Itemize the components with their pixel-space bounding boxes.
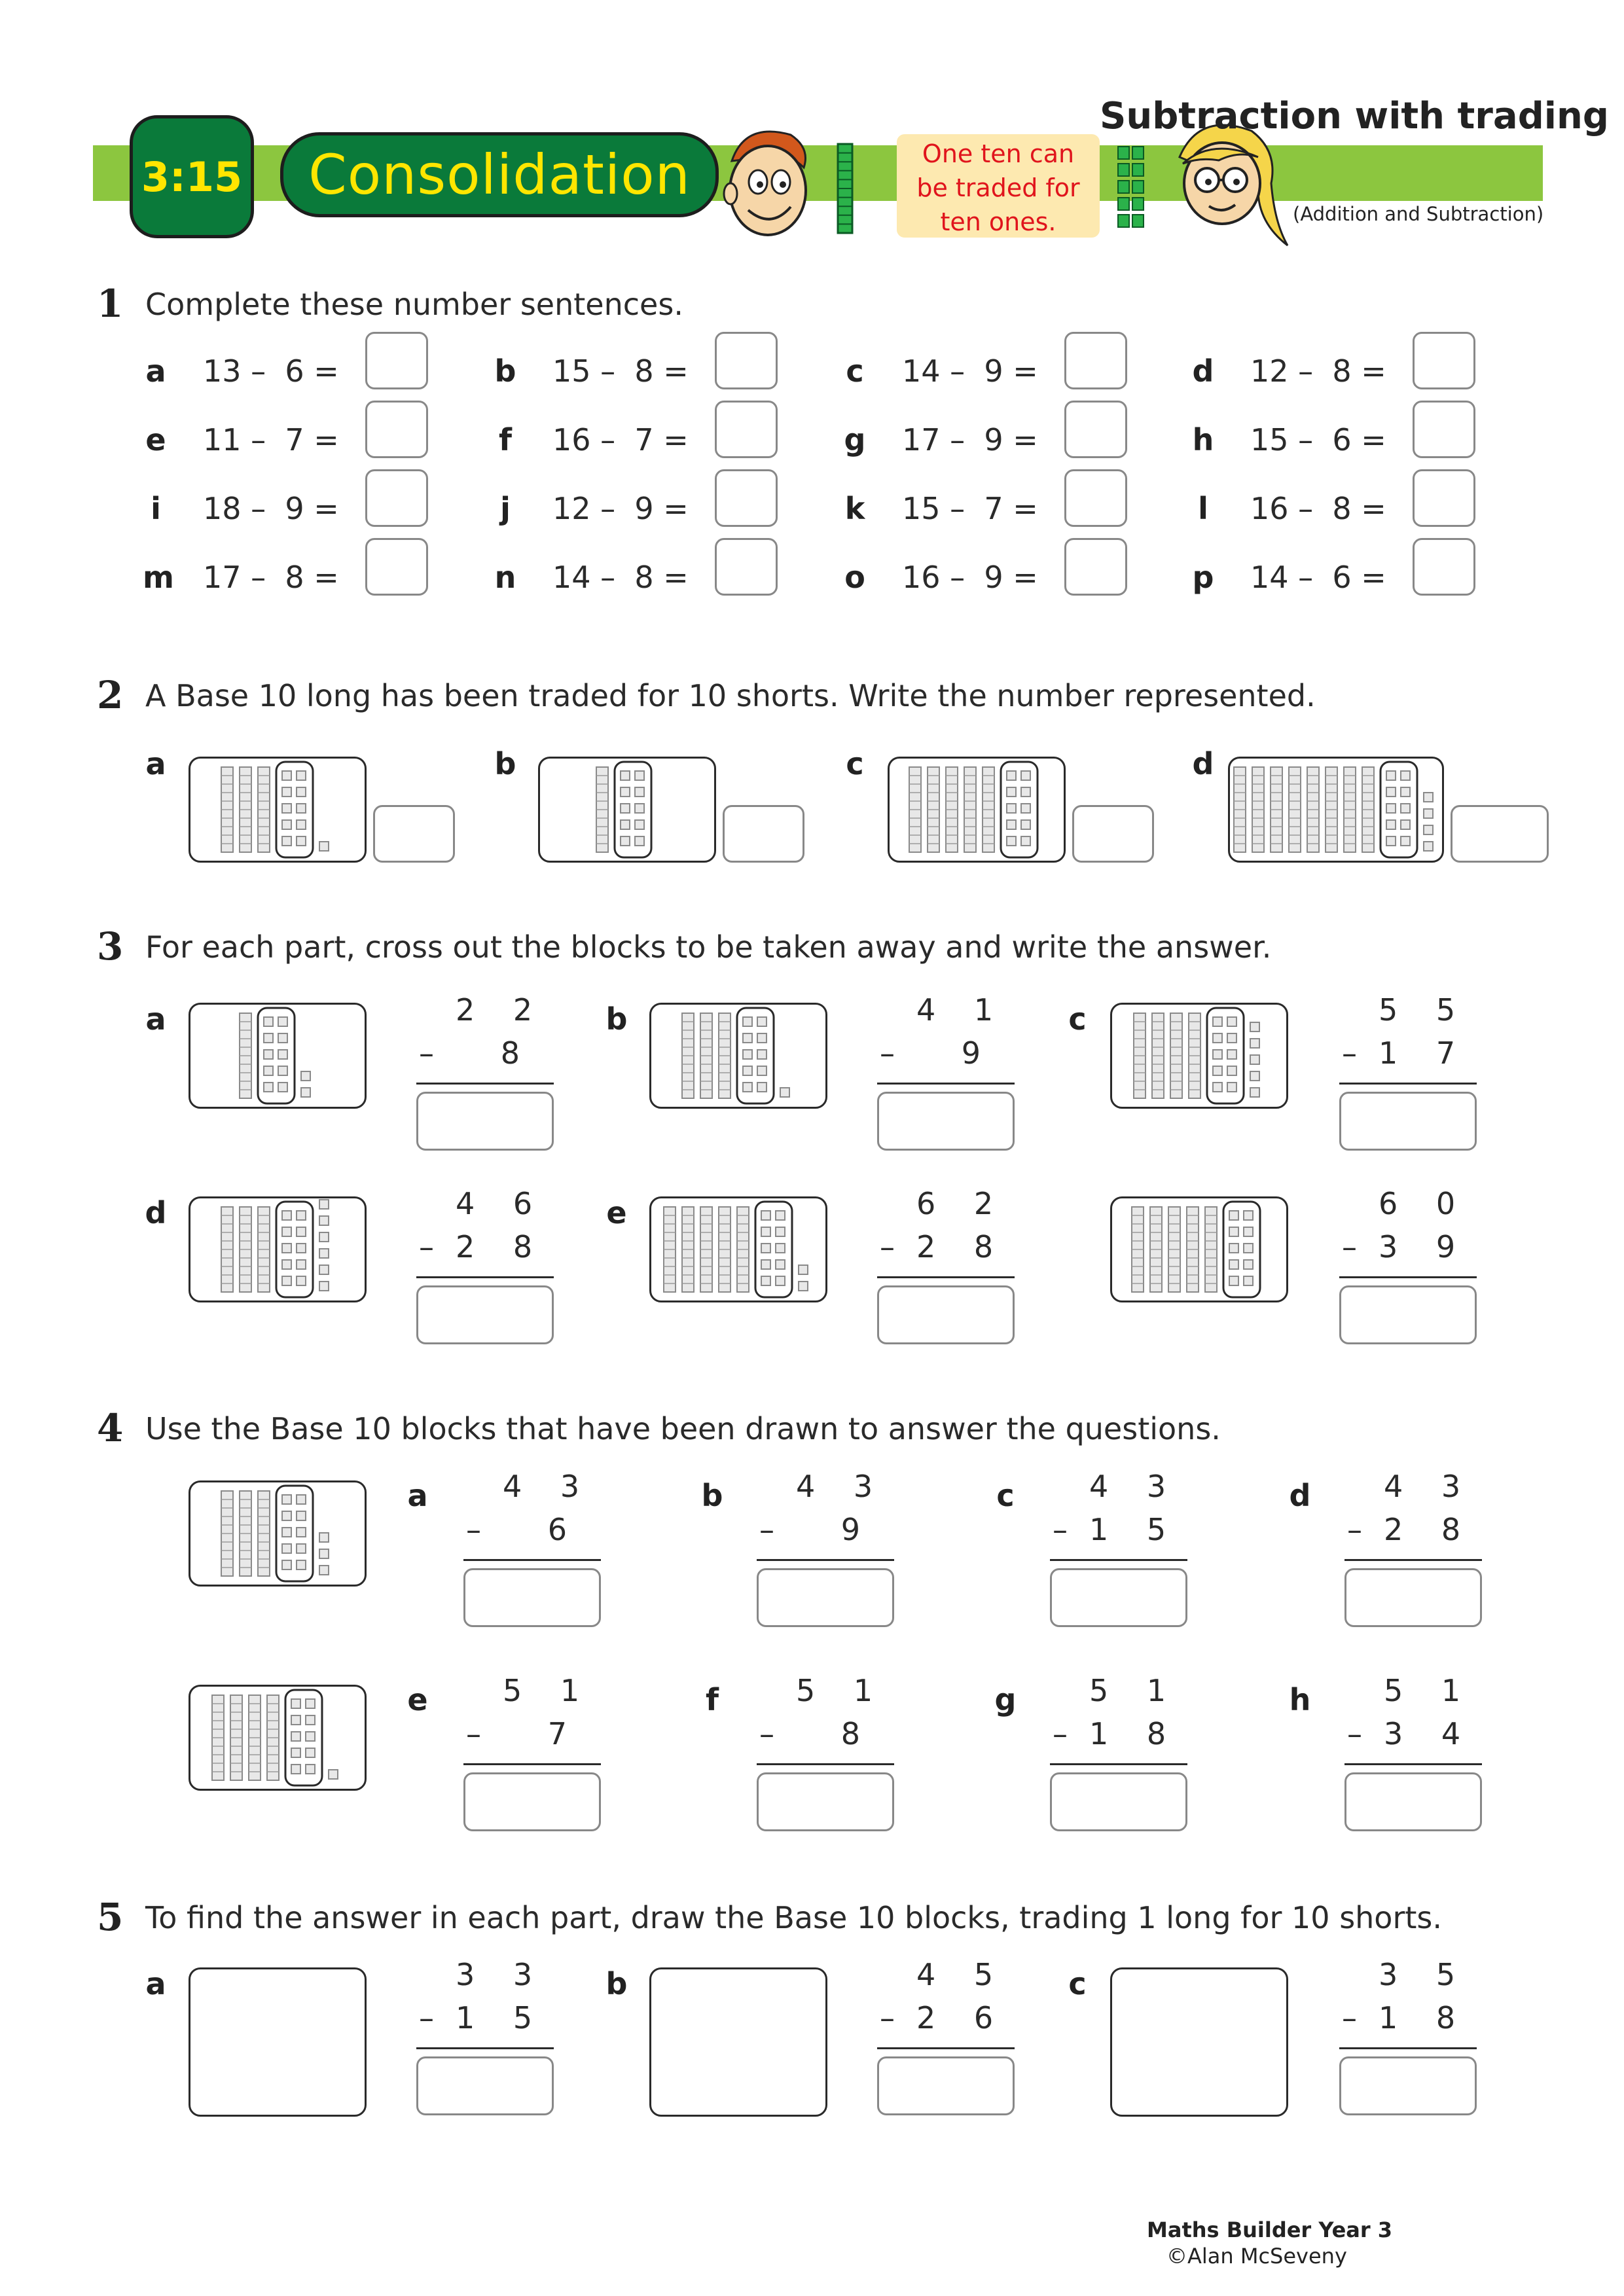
base10-one — [319, 1549, 329, 1558]
answer-box[interactable] — [757, 1772, 894, 1831]
number-sentence: 16 – 7 = — [552, 422, 689, 457]
question-number: 4 — [97, 1406, 124, 1450]
topic-heading: Subtraction with trading — [1100, 95, 1609, 137]
base10-long — [1205, 1207, 1217, 1292]
drawing-area[interactable] — [189, 1967, 367, 2117]
sum-top-number: 4 3 — [503, 1469, 594, 1504]
base10-blocks-frame — [189, 1480, 367, 1587]
traded-shorts-group — [1207, 1008, 1244, 1103]
base10-long — [1307, 767, 1319, 852]
base10-one — [319, 1232, 329, 1242]
base10-one — [1424, 825, 1433, 834]
sum-bottom-number: 2 6 — [916, 2000, 1008, 2036]
part-label: e — [606, 1195, 627, 1230]
answer-box[interactable] — [1064, 401, 1127, 458]
base10-blocks-drawing — [888, 757, 1066, 863]
base10-long — [1168, 1207, 1180, 1292]
minus-sign: – — [1342, 1035, 1357, 1071]
base10-long — [1326, 767, 1337, 852]
part-label: n — [494, 560, 516, 595]
sum-top-number: 6 2 — [916, 1186, 1008, 1221]
sum-line — [877, 2047, 1015, 2049]
boy-cartoon-icon — [719, 122, 817, 246]
answer-box[interactable] — [1064, 538, 1127, 596]
number-sentence: 15 – 6 = — [1250, 422, 1386, 457]
author-credit: ©Alan McSeveny — [1166, 2244, 1347, 2269]
base10-long — [946, 767, 958, 852]
sum-top-number: 5 1 — [796, 1673, 888, 1708]
part-label: a — [145, 1966, 166, 2001]
base10-long — [230, 1695, 242, 1780]
sum-line — [1339, 2047, 1477, 2049]
part-label: l — [1198, 491, 1208, 526]
base10-long — [240, 1207, 251, 1292]
answer-box[interactable] — [1339, 1092, 1477, 1151]
traded-shorts-group — [276, 1486, 313, 1581]
part-label: e — [145, 422, 166, 457]
number-sentence: 13 – 6 = — [203, 353, 339, 389]
base10-long — [909, 767, 921, 852]
note-line: ten ones. — [940, 207, 1056, 236]
sum-line — [877, 1083, 1015, 1085]
number-sentence: 17 – 9 = — [902, 422, 1038, 457]
base10-long-icon — [837, 143, 854, 234]
base10-blocks-drawing — [189, 1196, 367, 1302]
answer-box[interactable] — [365, 332, 428, 389]
base10-one — [319, 842, 329, 851]
answer-box[interactable] — [1339, 2056, 1477, 2115]
base10-long — [1252, 767, 1264, 852]
minus-sign: – — [1347, 1716, 1362, 1751]
base10-long — [682, 1013, 694, 1098]
answer-box[interactable] — [757, 1568, 894, 1627]
answer-box[interactable] — [723, 805, 804, 863]
note-line: be traded for — [916, 173, 1080, 202]
part-label: b — [605, 1001, 628, 1037]
part-label: d — [1289, 1478, 1311, 1513]
base10-blocks-frame — [189, 1003, 367, 1109]
part-label: b — [605, 1966, 628, 2001]
question-instruction: For each part, cross out the blocks to be taken away and write the answer. — [145, 929, 1272, 965]
base10-long — [1344, 767, 1356, 852]
answer-box[interactable] — [1050, 1568, 1187, 1627]
number-sentence: 14 – 9 = — [902, 353, 1038, 389]
sum-top-number: 4 6 — [456, 1186, 547, 1221]
sum-line — [877, 1276, 1015, 1278]
base10-long — [1234, 767, 1246, 852]
number-sentence: 11 – 7 = — [203, 422, 339, 457]
part-label: b — [494, 746, 516, 781]
sum-bottom-number: 2 8 — [456, 1229, 547, 1265]
question-instruction: A Base 10 long has been traded for 10 shorts. Write the number represented. — [145, 678, 1316, 713]
minus-sign: – — [1342, 1229, 1357, 1265]
base10-one — [799, 1265, 808, 1274]
sum-top-number: 5 1 — [1089, 1673, 1181, 1708]
base10-long — [1189, 1013, 1200, 1098]
answer-box[interactable] — [877, 2056, 1015, 2115]
part-label: c — [846, 746, 864, 781]
base10-long — [1150, 1207, 1162, 1292]
base10-one — [1250, 1071, 1259, 1081]
answer-box[interactable] — [715, 469, 778, 527]
base10-blocks-drawing — [649, 1196, 827, 1302]
base10-long — [1170, 1013, 1182, 1098]
answer-box[interactable] — [1413, 401, 1475, 458]
sum-top-number: 2 2 — [456, 992, 547, 1028]
traded-shorts-group — [276, 1202, 313, 1297]
sum-bottom-number: 1 8 — [1379, 2000, 1470, 2036]
minus-sign: – — [419, 2000, 434, 2036]
base10-blocks-frame — [1228, 757, 1444, 863]
base10-blocks-frame — [538, 757, 716, 863]
sum-top-number: 4 5 — [916, 1957, 1008, 1992]
trading-note — [897, 134, 1100, 238]
base10-one — [1250, 1022, 1259, 1031]
base10-blocks-frame — [649, 1196, 827, 1302]
minus-sign: – — [466, 1716, 481, 1751]
base10-blocks-drawing — [189, 1480, 367, 1587]
question-instruction: To find the answer in each part, draw the Base 10 blocks, trading 1 long for 10 shorts. — [145, 1900, 1442, 1935]
traded-shorts-group — [1380, 762, 1417, 857]
part-label: p — [1192, 560, 1214, 595]
number-sentence: 15 – 7 = — [902, 491, 1038, 526]
part-label: g — [844, 422, 866, 457]
sum-top-number: 6 0 — [1379, 1186, 1470, 1221]
traded-shorts-group — [755, 1202, 792, 1297]
base10-long — [212, 1695, 224, 1780]
answer-box[interactable] — [365, 401, 428, 458]
question-number: 5 — [97, 1895, 124, 1939]
number-sentence: 14 – 8 = — [552, 560, 689, 595]
part-label: c — [996, 1478, 1015, 1513]
base10-long — [928, 767, 939, 852]
part-label: a — [407, 1478, 428, 1513]
minus-sign: – — [419, 1035, 434, 1071]
minus-sign: – — [880, 2000, 895, 2036]
base10-one — [780, 1088, 789, 1097]
sum-top-number: 4 1 — [916, 992, 1008, 1028]
sum-bottom-number: 2 8 — [916, 1229, 1008, 1265]
base10-blocks-frame — [189, 1685, 367, 1791]
minus-sign: – — [466, 1512, 481, 1547]
minus-sign: – — [1347, 1512, 1362, 1547]
base10-blocks-drawing — [189, 757, 367, 863]
sum-line — [463, 1763, 601, 1765]
sum-top-number: 3 3 — [456, 1957, 547, 1992]
minus-sign: – — [880, 1229, 895, 1265]
base10-blocks-frame — [189, 1196, 367, 1302]
answer-box[interactable] — [877, 1092, 1015, 1151]
sum-line — [1344, 1763, 1482, 1765]
base10-long — [258, 1207, 270, 1292]
question-number: 3 — [97, 924, 124, 969]
sum-bottom-number: 3 4 — [1384, 1716, 1475, 1751]
base10-one — [1424, 809, 1433, 818]
base10-long — [1289, 767, 1301, 852]
answer-box[interactable] — [1451, 805, 1549, 863]
answer-box[interactable] — [463, 1772, 601, 1831]
sum-bottom-number: 7 — [547, 1716, 581, 1751]
part-label: a — [145, 353, 166, 389]
part-label: m — [143, 560, 174, 595]
base10-one — [301, 1071, 310, 1081]
base10-long — [596, 767, 608, 852]
base10-one — [319, 1200, 329, 1209]
base10-one — [319, 1566, 329, 1575]
answer-box[interactable] — [1050, 1772, 1187, 1831]
base10-one — [1424, 842, 1433, 851]
sum-top-number: 5 1 — [503, 1673, 594, 1708]
answer-box[interactable] — [715, 332, 778, 389]
sum-bottom-number: 8 — [500, 1035, 534, 1071]
sum-bottom-number: 8 — [840, 1716, 875, 1751]
sum-bottom-number: 1 5 — [456, 2000, 547, 2036]
base10-one — [319, 1282, 329, 1291]
question-instruction: Complete these number sentences. — [145, 287, 683, 322]
base10-blocks-frame — [189, 757, 367, 863]
part-label: c — [1068, 1966, 1087, 2001]
sum-line — [463, 1559, 601, 1561]
part-label: c — [846, 353, 864, 389]
base10-long — [258, 767, 270, 852]
base10-long — [240, 1013, 251, 1098]
base10-blocks-frame — [888, 757, 1066, 863]
answer-box[interactable] — [1064, 469, 1127, 527]
part-label: h — [1192, 422, 1214, 457]
sum-bottom-number: 3 9 — [1379, 1229, 1470, 1265]
sum-bottom-number: 1 8 — [1089, 1716, 1181, 1751]
number-sentence: 17 – 8 = — [203, 560, 339, 595]
base10-long — [1187, 1207, 1199, 1292]
traded-shorts-group — [258, 1008, 295, 1103]
answer-box[interactable] — [373, 805, 455, 863]
base10-blocks-frame — [1110, 1003, 1288, 1109]
base10-long — [240, 767, 251, 852]
traded-shorts-group — [615, 762, 651, 857]
traded-shorts-group — [1001, 762, 1038, 857]
base10-blocks-drawing — [1110, 1196, 1288, 1302]
base10-long — [258, 1491, 270, 1576]
base10-one — [319, 1265, 329, 1274]
base10-blocks-drawing — [189, 1003, 367, 1109]
number-sentence: 15 – 8 = — [552, 353, 689, 389]
base10-one — [319, 1533, 329, 1542]
sum-bottom-number: 9 — [961, 1035, 995, 1071]
part-label: d — [1192, 746, 1214, 781]
base10-blocks-drawing — [1110, 1003, 1288, 1109]
base10-one — [1424, 793, 1433, 802]
answer-box[interactable] — [1344, 1568, 1482, 1627]
part-label: a — [145, 746, 166, 781]
question-instruction: Use the Base 10 blocks that have been drawn to answer the questions. — [145, 1411, 1221, 1446]
base10-long — [1132, 1207, 1144, 1292]
answer-box[interactable] — [416, 1285, 554, 1344]
base10-blocks-drawing — [189, 1685, 367, 1791]
part-label: c — [1068, 1001, 1087, 1037]
note-line: One ten can — [922, 139, 1075, 168]
minus-sign: – — [880, 1035, 895, 1071]
answer-box[interactable] — [1413, 538, 1475, 596]
answer-box[interactable] — [715, 401, 778, 458]
base10-long — [221, 1207, 233, 1292]
base10-long — [719, 1013, 731, 1098]
ten-ones-icon — [1117, 145, 1146, 230]
minus-sign: – — [1053, 1512, 1068, 1547]
sum-bottom-number: 2 8 — [1384, 1512, 1475, 1547]
question-number: 1 — [97, 281, 124, 326]
sum-bottom-number: 6 — [547, 1512, 581, 1547]
base10-long — [1362, 767, 1374, 852]
base10-long — [1271, 767, 1282, 852]
answer-box[interactable] — [715, 538, 778, 596]
base10-blocks-frame — [649, 1003, 827, 1109]
sum-line — [416, 2047, 554, 2049]
number-sentence: 18 – 9 = — [203, 491, 339, 526]
answer-box[interactable] — [1064, 332, 1127, 389]
base10-one — [1250, 1055, 1259, 1064]
base10-blocks-drawing — [1228, 757, 1444, 863]
sum-bottom-number: 9 — [840, 1512, 875, 1547]
answer-box[interactable] — [1413, 469, 1475, 527]
base10-long — [719, 1207, 731, 1292]
base10-one — [329, 1770, 338, 1779]
number-sentence: 14 – 6 = — [1250, 560, 1386, 595]
book-title: Maths Builder Year 3 — [1147, 2217, 1393, 2242]
number-sentence: 16 – 9 = — [902, 560, 1038, 595]
drawing-area[interactable] — [649, 1967, 827, 2117]
part-label: b — [494, 353, 516, 389]
part-label: b — [701, 1478, 723, 1513]
base10-long — [664, 1207, 676, 1292]
sum-line — [1339, 1083, 1477, 1085]
part-label: f — [705, 1682, 719, 1717]
answer-box[interactable] — [365, 538, 428, 596]
answer-box[interactable] — [1413, 332, 1475, 389]
sum-line — [757, 1763, 894, 1765]
minus-sign: – — [759, 1716, 774, 1751]
sum-line — [1050, 1763, 1187, 1765]
drawing-area[interactable] — [1110, 1967, 1288, 2117]
base10-long — [1152, 1013, 1164, 1098]
base10-long — [737, 1207, 749, 1292]
sum-line — [757, 1559, 894, 1561]
answer-box[interactable] — [416, 1092, 554, 1151]
question-number: 2 — [97, 673, 124, 717]
part-label: a — [145, 1001, 166, 1037]
part-label: f — [498, 422, 512, 457]
page-title: Consolidation — [280, 132, 719, 217]
sum-line — [1344, 1559, 1482, 1561]
sum-bottom-number: 1 7 — [1379, 1035, 1470, 1071]
base10-long — [700, 1013, 712, 1098]
minus-sign: – — [759, 1512, 774, 1547]
part-label: k — [844, 491, 865, 526]
minus-sign: – — [1342, 2000, 1357, 2036]
base10-blocks-drawing — [538, 757, 716, 863]
answer-box[interactable] — [1344, 1772, 1482, 1831]
minus-sign: – — [419, 1229, 434, 1265]
base10-long — [221, 767, 233, 852]
traded-shorts-group — [1223, 1202, 1260, 1297]
answer-box[interactable] — [463, 1568, 601, 1627]
part-label: g — [994, 1682, 1017, 1717]
sum-line — [1050, 1559, 1187, 1561]
sum-top-number: 3 5 — [1379, 1957, 1470, 1992]
sum-top-number: 5 5 — [1379, 992, 1470, 1028]
base10-one — [1250, 1088, 1259, 1097]
base10-long — [964, 767, 976, 852]
number-sentence: 16 – 8 = — [1250, 491, 1386, 526]
base10-long — [1134, 1013, 1146, 1098]
number-sentence: 12 – 9 = — [552, 491, 689, 526]
traded-shorts-group — [285, 1690, 322, 1785]
base10-one — [301, 1088, 310, 1097]
base10-one — [319, 1249, 329, 1258]
base10-blocks-drawing — [649, 1003, 827, 1109]
sum-line — [1339, 1276, 1477, 1278]
traded-shorts-group — [276, 762, 313, 857]
sum-top-number: 4 3 — [796, 1469, 888, 1504]
base10-long — [221, 1491, 233, 1576]
part-label: d — [1192, 353, 1214, 389]
part-label: h — [1289, 1682, 1311, 1717]
traded-shorts-group — [737, 1008, 774, 1103]
sum-top-number: 5 1 — [1384, 1673, 1475, 1708]
base10-long — [983, 767, 994, 852]
strand-label: (Addition and Subtraction) — [1293, 203, 1544, 225]
sum-top-number: 4 3 — [1089, 1469, 1181, 1504]
base10-long — [700, 1207, 712, 1292]
part-label: d — [145, 1195, 167, 1230]
number-sentence: 12 – 8 = — [1250, 353, 1386, 389]
base10-long — [682, 1207, 694, 1292]
base10-long — [249, 1695, 261, 1780]
answer-box[interactable] — [1072, 805, 1154, 863]
base10-one — [1250, 1039, 1259, 1048]
sum-top-number: 4 3 — [1384, 1469, 1475, 1504]
base10-long — [267, 1695, 279, 1780]
part-label: e — [407, 1682, 428, 1717]
base10-one — [319, 1216, 329, 1225]
part-label: o — [844, 560, 865, 595]
sum-bottom-number: 1 5 — [1089, 1512, 1181, 1547]
minus-sign: – — [1053, 1716, 1068, 1751]
sum-line — [416, 1276, 554, 1278]
answer-box[interactable] — [365, 469, 428, 527]
part-label: i — [151, 491, 161, 526]
answer-box[interactable] — [1339, 1285, 1477, 1344]
part-label: j — [500, 491, 511, 526]
sum-line — [416, 1083, 554, 1085]
answer-box[interactable] — [416, 2056, 554, 2115]
unit-number-badge: 3:15 — [130, 115, 254, 238]
answer-box[interactable] — [877, 1285, 1015, 1344]
base10-one — [799, 1282, 808, 1291]
base10-long — [240, 1491, 251, 1576]
base10-blocks-frame — [1110, 1196, 1288, 1302]
